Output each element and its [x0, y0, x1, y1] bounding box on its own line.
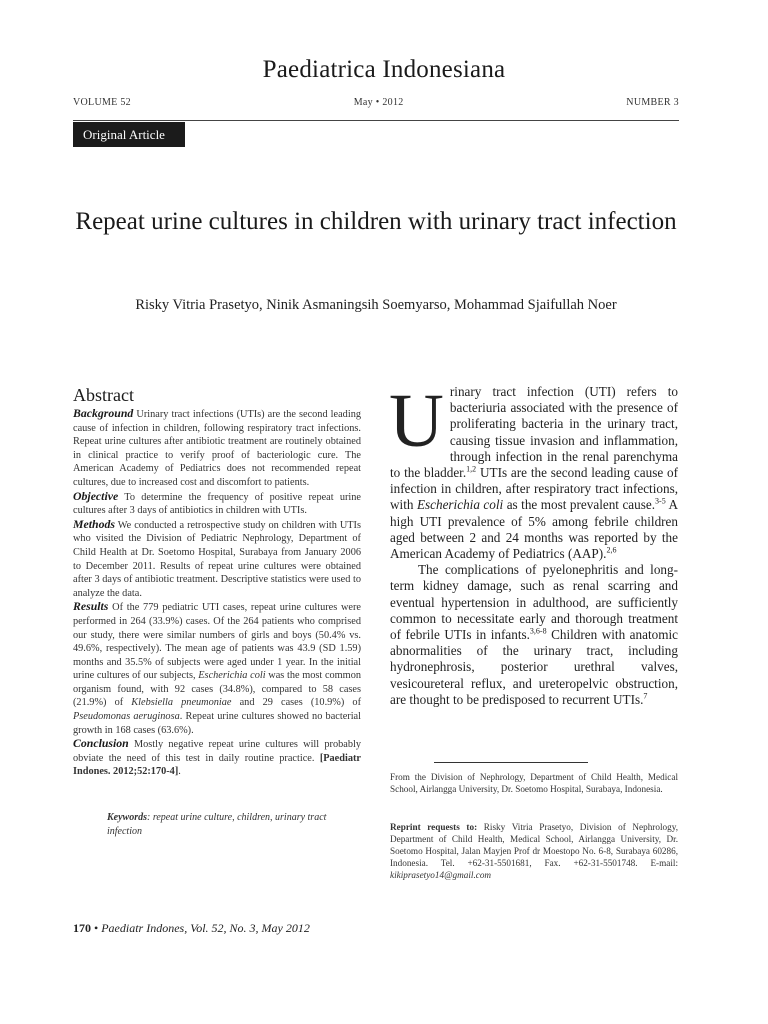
organism-pseudomonas: Pseudomonas aeruginosa: [73, 711, 180, 723]
citation-sup: 7: [643, 691, 648, 701]
results-text-4: . Repeat urine cultures showed no bacterial growth in 168 cases (63.6%).: [73, 711, 361, 736]
methods-text: We conducted a retrospective study on children with UTIs who visited the Division of Pediatric Nephrology, Department of Child Health at Dr. Soetomo Hospital, Surabaya from January 2006 to December 2011. Results of repeat urine cultures were obtained after 3 days of antibiotic treatment. Descriptive statistics were used to analyze the data.: [73, 519, 361, 599]
body-section: [389, 379, 679, 708]
organism-ecoli: Escherichia coli: [198, 670, 266, 682]
reprint-label: Reprint requests to:: [390, 822, 478, 832]
issue-date: May • 2012: [353, 97, 404, 108]
abstract-results: [73, 600, 361, 737]
page-number: 170: [73, 921, 91, 935]
abstract-methods: [73, 518, 361, 601]
footer-separator: •: [91, 921, 102, 935]
page-footer: [73, 921, 310, 936]
footer-citation: Paediatr Indones, Vol. 52, No. 3, May 2012: [101, 921, 310, 935]
citation-sup: 2,6: [606, 545, 617, 555]
results-text-2: was the most common organism found, with 92 cases (34.8%), compared to 58 cases (21.9%) of: [73, 670, 361, 709]
objective-text: To determine the frequency of positive repeat urine cultures after 3 days of antibiotics in children with UTIs.: [73, 491, 361, 517]
results-text-1: Of the 779 pediatric UTI cases, repeat urine cultures were performed in 264 (33.9%) cases. Of the 264 patients who comprised our study, there were similar numbers of girls and boys (50.4% vs. 49.6%, respectively). The mean age of patients was 43.9 (SD 1.59) months and 35.5% of subjects were aged under 1 year. In the initial urine cultures of our subjects,: [73, 602, 361, 682]
conclusion-end: .: [178, 766, 181, 778]
article-title: Repeat urine cultures in children with urinary tract infection: [75, 208, 677, 235]
body-p1-text-c: as the most prevalent cause.: [503, 497, 656, 513]
objective-label: Objective: [73, 488, 119, 503]
issue-number: NUMBER 3: [626, 97, 679, 108]
journal-title: Paediatrica Indonesiana: [262, 56, 506, 83]
author-list: Risky Vitria Prasetyo, Ninik Asmaningsih Soemyarso, Mohammad Sjaifullah Noer: [135, 297, 617, 313]
organism-ecoli-body: Escherichia coli: [416, 497, 504, 513]
background-label: Background: [73, 406, 134, 420]
volume-label: VOLUME 52: [73, 97, 131, 108]
body-p2-text-a: The complications of pyelonephritis and long-term kidney damage, such as renal scarring and eventual hypertension in adulthood, are sufficiently common to necessitate early and thorough treatment of febrile UTIs in infants.: [390, 562, 678, 643]
body-p1-text-a: rinary tract infection (UTI) refers to bacteriuria associated with the presence of proliferating bacteria in the urinary tract, causing tissue invasion and inflammation, through infection in the renal parenchyma to the bladder.: [390, 384, 678, 481]
organism-klebsiella: Klebsiella pneumoniae: [131, 697, 232, 709]
keywords: [107, 811, 337, 838]
abstract-heading: Abstract: [73, 385, 134, 405]
keywords-text: : repeat urine culture, children, urinary tract infection: [107, 812, 327, 837]
keywords-label: Keywords: [107, 812, 147, 823]
header-rule: [73, 120, 679, 121]
results-label: Results: [73, 599, 109, 614]
contact-email: kikiprasetyo14@gmail.com: [390, 870, 492, 881]
conclusion-text: Mostly negative repeat urine cultures will probably obviate the need of this test in daily routine practice.: [73, 739, 361, 764]
issue-meta-row: [73, 97, 679, 108]
body-paragraph-2: [390, 562, 678, 708]
body-p1-text-b: UTIs are the second leading cause of infection in children, after respiratory tract infections, with: [390, 465, 678, 513]
article-type-badge: Original Article: [73, 122, 185, 147]
citation-sup: 1,2: [466, 464, 477, 474]
footnote-rule: [434, 762, 588, 763]
abstract-conclusion: [73, 737, 361, 779]
methods-label: Methods: [73, 516, 115, 531]
citation-sup: 3,6-8: [529, 626, 547, 636]
body-p2-text-b: Children with anatomic abnormalities of the urinary tract, including hydronephrosis, posterior urethral valves, vesicoureteral reflux, and ureteropelvic obstruction, are thought to be predisposed to recurrent UTIs.: [390, 627, 678, 707]
body-p1-text-d: A high UTI prevalence of 5% among febrile children aged between 2 and 24 months was reported by the American Academy of Pediatrics (AAP).: [390, 497, 679, 562]
body-paragraph-1: [389, 379, 679, 562]
results-text-3: and 29 cases (10.9%) of: [231, 697, 361, 709]
reprint-footnote: [390, 821, 678, 881]
affiliation-footnote: From the Division of Nephrology, Department of Child Health, Medical School, Airlangga University, Dr. Soetomo Hospital, Surabaya, Indonesia.: [390, 772, 678, 795]
abstract-section: [73, 385, 361, 779]
citation-sup: 3-5: [655, 497, 666, 507]
drop-cap: U: [389, 379, 444, 463]
conclusion-label: Conclusion: [73, 736, 129, 751]
abstract-citation: [Paediatr Indones. 2012;52:170-4]: [73, 752, 361, 778]
background-text: Urinary tract infections (UTIs) are the second leading cause of infection in children, following respiratory tract infections. Repeat urine cultures after antibiotic treatment are routinely obtained in clinical practice to verify proof of bacteriologic cure. The American Academy of Pediatrics does not recommended repeat cultures, due to increased cost and discomfort to patients.: [73, 409, 361, 488]
abstract-objective: [73, 490, 361, 518]
abstract-background: [73, 407, 361, 490]
reprint-text: Risky Vitria Prasetyo, Division of Nephrology, Department of Child Health, Medical School, Airlangga University, Dr. Soetomo Hospital, Jalan Mayjen Prof dr Moestopo No. 6-8, Surabaya 60286, Indonesia. Tel. +62-31-5501681, Fax. +62-31-5501748. E-mail:: [390, 822, 678, 869]
